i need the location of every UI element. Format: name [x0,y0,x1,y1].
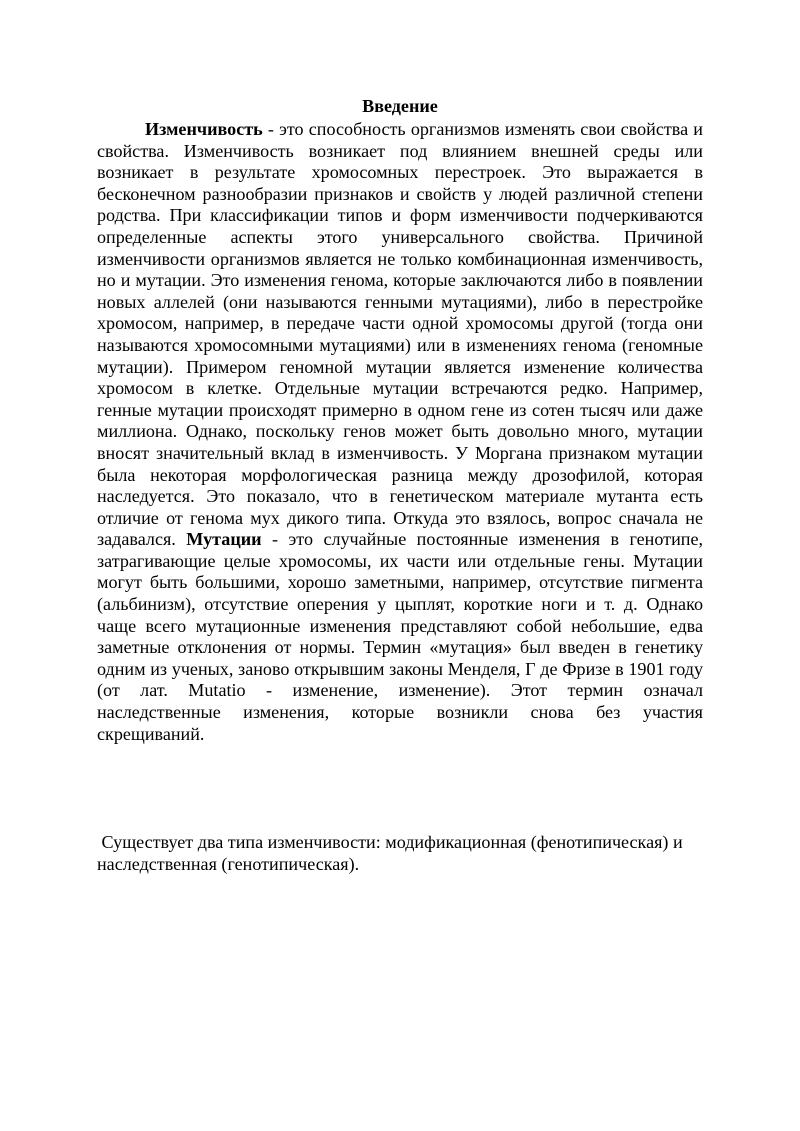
closing-paragraph [97,832,703,875]
intro-text: - это способность организмов изменять свои свойства и свойства. Изменчивость возникает под влиянием внешней среды или возникает в результате хромосомных перестроек. Это выражается в бесконечном разнообразии признаков и свойств у людей различной степени родства. При классификации типов и форм изменчивости подчеркиваются определенные аспекты этого универсального свойства. Причиной изменчивости организмов является не только комбинационная изменчивость, но и мутации. Это изменения генома, которые заключаются либо в появлении новых аллелей (они называются генными мутациями), либо в перестройке хромосом, например, в передаче части одной хромосомы другой (тогда они называются хромосомными мутациями) или в изменениях генома (геномные мутации). Примером геномной мутации является изменение количества хромосом в клетке. Отдельные мутации встречаются редко. Например, генные мутации происходят примерно в одном гене из сотен тысяч или даже миллиона. Однако, поскольку генов может быть довольно много, мутации вносят значительный вклад в изменчивость. У Моргана признаком мутации была некоторая морфологическая разница между дрозофилой, которая наследуется. Это показало, что в генетическом материале мутанта есть отличие от генома мух дикого типа. Откуда это взялось, вопрос сначала не задавался. [97,119,703,550]
term-mutations: Мутации [186,529,262,550]
closing-text: Существует два типа изменчивости: модификационная (фенотипическая) и наследственная (генотипическая). [97,832,683,874]
term-variability: Изменчивость [145,119,263,139]
page-title: Введение [362,96,438,116]
intro-paragraph [97,119,703,745]
main-paragraph [97,119,703,745]
mutations-text: - это случайные постоянные изменения в генотипе, затрагивающие целые хромосомы, их части или отдельные гены. Мутации могут быть большими, хорошо заметными, например, отсутствие пигмента (альбинизм), отсутствие оперения у цыплят, короткие ноги и т. д. Однако чаще всего мутационные изменения представляют собой небольшие, едва заметные отклонения от нормы. Термин «мутация» был введен в генетику одним из ученых, заново открывшим законы Менделя, Г де Фризе в 1901 году (от лат. Mutatio - изменение, изменение). Этот термин означал наследственные изменения, которые возникли снова без участия скрещиваний. [97,529,704,744]
